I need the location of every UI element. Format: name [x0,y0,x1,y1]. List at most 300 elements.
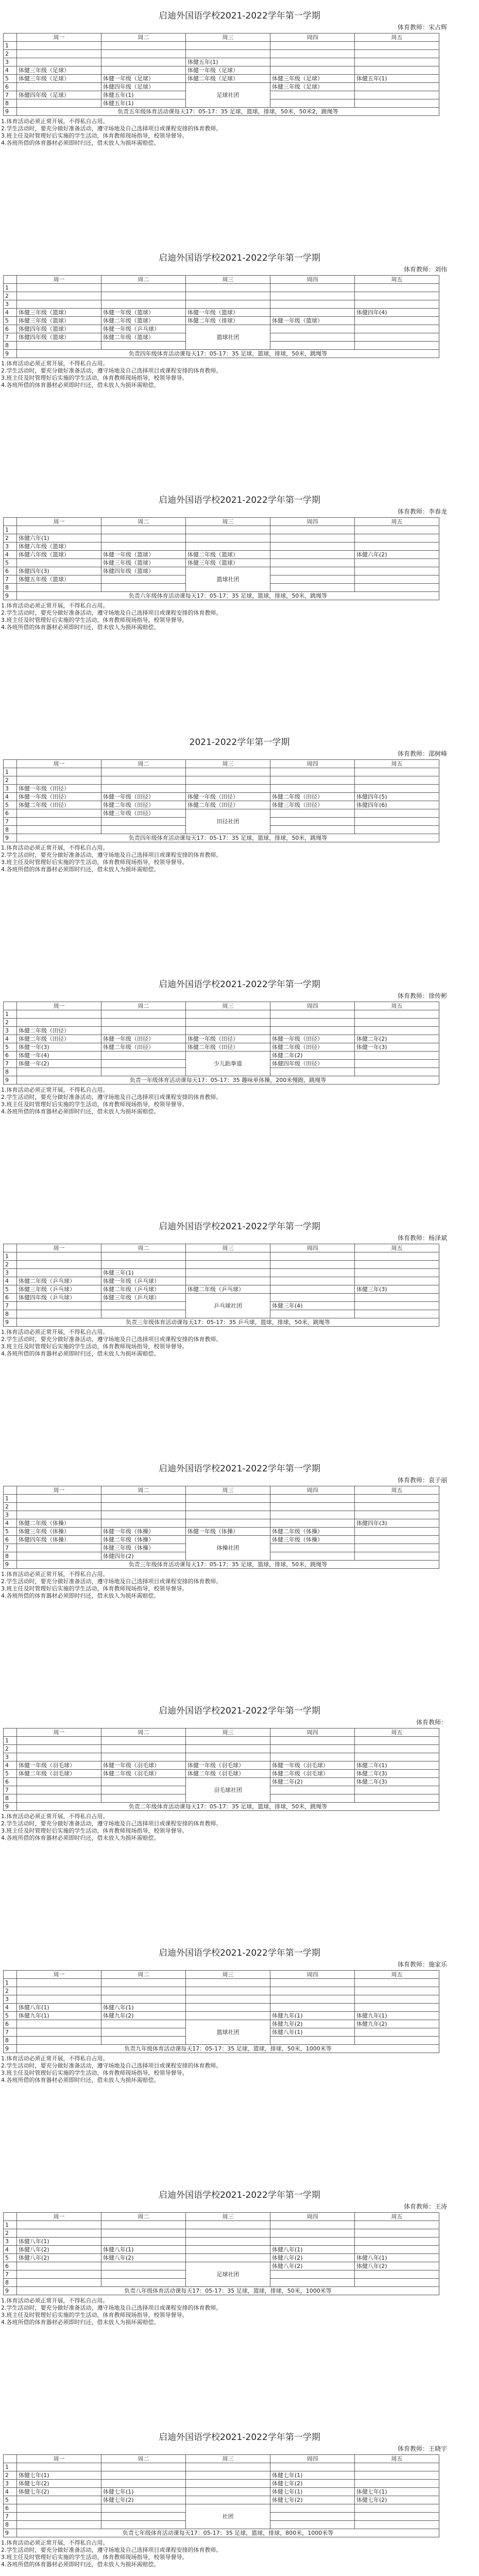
rule-line: 4.各班所借的体育器材必须即时归还，借未放人为损坏需赔偿。 [1,2561,160,2568]
table-row [4,317,439,325]
table-cell [270,300,355,309]
table-cell [270,1552,355,1561]
table-cell: 体健二年级（羽毛球） [101,1770,186,1778]
table-cell [355,1995,439,2004]
table-row [4,300,439,309]
table-cell [270,42,355,50]
day-header: 周四 [270,1728,355,1737]
table-cell [270,309,355,317]
table-cell [355,2229,439,2238]
table-cell: 体健三年级（田径） [270,801,355,809]
period-number: 7 [4,575,17,584]
table-cell: 体健四年(5) [355,793,439,801]
table-cell [101,2262,186,2270]
table-cell [355,2004,439,2012]
table-row [4,543,439,551]
table-row [4,559,439,567]
table-row [4,75,439,83]
day-header: 周一 [17,33,101,42]
table-cell [17,2463,101,2471]
table-cell [270,1745,355,1753]
period-number: 1 [4,2463,17,2471]
schedule-title: 启迪外国语学校2021-2022学年第一学期 [159,2190,320,2200]
rule-line: 2.学生活动时，要充分做好准备活动，遵守场地及自己选择项目或课程安排的体育教师。 [1,852,222,858]
header-row [4,2213,439,2221]
table-cell: 体健四年(4) [355,309,439,317]
period-number: 2 [4,292,17,300]
table-cell [101,2279,186,2287]
period-number: 2 [4,1261,17,1269]
period-number: 3 [4,543,17,551]
table-row [4,2480,439,2488]
table-row [4,2496,439,2504]
schedule-block [0,1698,479,1842]
period-number: 8 [4,1552,17,1561]
table-cell [101,2480,186,2488]
header-corner [4,1244,17,1252]
club-cell: 体操社团 [186,1536,270,1561]
table-cell [270,91,355,99]
period-number: 4 [4,1519,17,1528]
table-cell: 体健一年级（田径） [101,1035,186,1043]
table-cell [270,818,355,826]
day-header: 周四 [270,2455,355,2463]
schedule-title: 启迪外国语学校2021-2022学年第一学期 [159,1464,320,1474]
table-row [4,1737,439,1745]
period-number: 2 [4,1503,17,1511]
table-cell [270,2270,355,2279]
table-cell [17,1269,101,1277]
schedule-block [0,2182,479,2326]
table-cell [17,342,101,350]
table-row [4,1528,439,1536]
table-cell [101,1052,186,1060]
teacher-name: 体育教师：刘伟 [403,266,447,273]
table-cell [101,768,186,776]
table-cell [186,1503,270,1511]
table-cell: 体健一年(3) [17,1043,101,1052]
table-cell: 体健八年(1) [17,2004,101,2012]
table-cell [186,292,270,300]
header-row [4,1002,439,1010]
header-row [4,518,439,526]
day-header: 周二 [101,2455,186,2463]
table-cell: 体健五年(1) [101,91,186,99]
table-cell [270,543,355,551]
table-cell [17,2521,101,2529]
table-cell: 体健八年(1) [355,2254,439,2262]
table-row [4,2221,439,2229]
table-cell [17,826,101,834]
table-cell [101,58,186,66]
table-cell [270,567,355,575]
table-cell [270,1979,355,1987]
table-cell: 体健七年(2) [270,2496,355,2504]
rule-line: 2.学生活动时，要充分做好准备活动，遵守场地及自己选择项目或课程安排的体育教师。 [1,1820,222,1827]
period-number: 4 [4,1035,17,1043]
table-cell: 体健七年(1) [270,2471,355,2480]
table-cell [355,1277,439,1285]
table-row [4,1511,439,1519]
period-number: 6 [4,1294,17,1302]
period-number: 6 [4,1536,17,1544]
rules-notes [0,844,479,873]
period-number: 8 [4,826,17,834]
table-cell: 体健三年级（足球） [270,83,355,91]
table-cell [186,526,270,534]
day-header: 周一 [17,1244,101,1252]
table-cell [17,1010,101,1019]
club-cell: 篮球社团 [186,567,270,592]
table-row [4,50,439,58]
table-cell: 体健四年级（篮球） [17,333,101,342]
table-cell [355,1269,439,1277]
table-cell: 体健一年级（田径） [101,793,186,801]
period-number: 6 [4,2020,17,2028]
table-cell [355,1052,439,1060]
table-cell [355,50,439,58]
table-row [4,2246,439,2254]
schedule-block [0,1456,479,1600]
period-number: 7 [4,2028,17,2037]
period-number: 4 [4,309,17,317]
schedule-block [0,2425,479,2568]
period-number: 6 [4,567,17,575]
table-row [4,1285,439,1294]
schedule-table [3,1002,439,1084]
table-cell: 体健二年级（田径） [17,801,101,809]
period-number: 5 [4,1043,17,1052]
rule-line: 2.学生活动时，要充分做好准备活动，遵守场地及自己选择项目或课程安排的体育教师。 [1,367,222,374]
table-cell [270,1252,355,1261]
table-cell [17,809,101,818]
club-cell: 羽毛球社团 [186,1778,270,1803]
table-cell [17,1544,101,1552]
table-row [4,1503,439,1511]
table-cell: 体健九年(2) [355,2020,439,2028]
table-cell: 体健八年(2) [17,2254,101,2262]
table-cell [270,534,355,543]
table-cell [270,333,355,342]
table-cell [101,2463,186,2471]
activity-note: 负责八年级体育活动课每天17：05-17：35 足球，篮球，排球，50米，1000米等 [17,2287,439,2295]
table-cell [355,333,439,342]
table-cell [17,2020,101,2028]
rules-notes [0,1087,479,1115]
period-number: 8 [4,2521,17,2529]
table-cell [355,1068,439,1076]
table-cell [355,818,439,826]
table-cell [101,1060,186,1068]
table-cell [186,2221,270,2229]
rule-line: 3.班主任及时管理好后实施的学生活动，体育教师现场指导，校领导督导。 [1,132,188,139]
table-cell [17,1068,101,1076]
table-cell: 体健二年级（篮球） [101,317,186,325]
table-cell: 体健二年级（田径） [101,1043,186,1052]
table-cell [270,1261,355,1269]
day-header: 周二 [101,760,186,768]
table-cell [355,1987,439,1995]
period-number: 5 [4,1528,17,1536]
rule-line: 3.班主任及时管理好后实施的学生活动，体育教师现场指导，校领导督导。 [1,2312,188,2318]
period-number: 6 [4,83,17,91]
day-header: 周二 [101,518,186,526]
table-cell: 体健八年(1) [17,2238,101,2246]
day-header: 周二 [101,276,186,284]
table-cell [186,785,270,793]
table-cell: 体健八年(2) [270,2262,355,2270]
period-number: 5 [4,2254,17,2262]
table-row [4,785,439,793]
table-row [4,1261,439,1269]
table-cell: 体健九年(1) [17,2012,101,2020]
table-cell: 体健三年级（足球） [270,75,355,83]
table-row [4,2020,439,2028]
table-cell: 体健二年级（田径） [186,1043,270,1052]
table-cell [355,1261,439,1269]
table-cell [17,1495,101,1503]
table-cell [355,66,439,75]
table-row [4,66,439,75]
schedule-block [0,1214,479,1358]
activity-note: 负责九年级体育活动课每天17：05-17：35 足球，篮球，排球，50米，1000米等 [17,2045,439,2053]
table-row [4,325,439,333]
day-header: 周二 [101,1486,186,1495]
header-row [4,276,439,284]
table-row [4,2463,439,2471]
table-cell [17,1552,101,1561]
table-cell [270,826,355,834]
table-cell [101,776,186,785]
table-cell [17,58,101,66]
note-row [4,1318,439,1327]
table-cell [355,2504,439,2513]
table-cell [17,1995,101,2004]
table-cell [270,526,355,534]
day-header: 周五 [355,276,439,284]
table-cell [17,1503,101,1511]
rules-notes [0,1813,479,1842]
table-cell [17,818,101,826]
table-row [4,534,439,543]
table-row [4,1294,439,1302]
note-row [4,350,439,358]
table-cell [186,2488,270,2496]
table-cell [355,1536,439,1544]
table-cell: 体健九年(2) [270,2020,355,2028]
table-cell: 体健一年级（足球） [101,75,186,83]
day-header: 周四 [270,33,355,42]
schedule-table [3,275,439,358]
table-cell [101,300,186,309]
table-row [4,567,439,575]
table-cell: 体健一年级（篮球） [186,309,270,317]
table-row [4,1745,439,1753]
table-row [4,1979,439,1987]
table-cell: 体健七年(1) [270,2488,355,2496]
table-cell [355,91,439,99]
period-number: 9 [4,108,17,116]
day-header: 周三 [186,276,270,284]
table-cell [186,1261,270,1269]
table-cell [101,2513,186,2521]
teacher-name: 体育教师：徐传彬 [397,992,447,999]
table-cell [17,1252,101,1261]
period-number: 2 [4,2471,17,2480]
table-cell [186,534,270,543]
table-cell: 体健五年级（篮球） [17,575,101,584]
rule-line: 1.体育活动必须正常开展，不得私自占用。 [1,1571,109,1578]
table-cell [270,1503,355,1511]
table-cell [270,342,355,350]
table-cell [355,2246,439,2254]
period-number: 1 [4,42,17,50]
table-cell: 体健一年级（体操） [186,1528,270,1536]
header-row [4,33,439,42]
period-number: 3 [4,2480,17,2488]
header-corner [4,1002,17,1010]
table-cell [101,818,186,826]
club-cell: 足球社团 [186,83,270,108]
day-header: 周五 [355,760,439,768]
table-cell: 体健二年(3) [355,1778,439,1786]
table-row [4,2229,439,2238]
table-row [4,1536,439,1544]
table-row [4,1277,439,1285]
day-header: 周一 [17,518,101,526]
table-cell [270,292,355,300]
table-cell: 体健二年(2) [270,1052,355,1060]
table-cell [17,1511,101,1519]
club-cell: 田径社团 [186,809,270,834]
period-number: 2 [4,776,17,785]
day-header: 周五 [355,1002,439,1010]
table-cell: 体健三年级（篮球） [17,317,101,325]
table-cell [270,785,355,793]
table-cell: 体健八年(1) [270,2246,355,2254]
table-cell [101,2221,186,2229]
period-number: 9 [4,2287,17,2295]
table-cell [355,1503,439,1511]
table-cell [186,768,270,776]
table-cell: 体健四年级（篮球） [17,325,101,333]
rule-line: 4.各班所借的体育器材必须即时归还，借未放人为损坏需赔偿。 [1,1350,160,1357]
period-number: 7 [4,1060,17,1068]
day-header: 周三 [186,1002,270,1010]
table-cell [186,42,270,50]
table-cell: 体健三年(3) [355,1285,439,1294]
period-number: 3 [4,1995,17,2004]
table-cell: 体健四年(3) [17,567,101,575]
table-cell [355,1027,439,1035]
table-row [4,1995,439,2004]
table-row [4,292,439,300]
table-cell [17,2504,101,2513]
table-cell: 体健二年级（体操） [101,1536,186,1544]
table-cell: 体健三年级（田径） [101,809,186,818]
table-cell: 体健四年级（体操） [17,1536,101,1544]
table-cell: 体健二年级（田径） [186,801,270,809]
rule-line: 1.体育活动必须正常开展，不得私自占用。 [1,1813,109,1820]
table-cell: 体健一年(4) [17,1052,101,1060]
table-cell [355,575,439,584]
day-header: 周一 [17,760,101,768]
note-row [4,108,439,116]
period-number: 3 [4,2238,17,2246]
table-cell: 体健二年级（体操） [270,1528,355,1536]
table-row [4,1010,439,1019]
table-cell [270,1511,355,1519]
table-cell [17,2270,101,2279]
table-cell [355,768,439,776]
schedule-title: 启迪外国语学校2021-2022学年第一学期 [159,1222,320,1232]
period-number: 1 [4,1010,17,1019]
rule-line: 1.体育活动必须正常开展，不得私自占用。 [1,1329,109,1335]
table-cell [101,284,186,292]
rule-line: 1.体育活动必须正常开展，不得私自占用。 [1,602,109,609]
day-header: 周一 [17,2213,101,2221]
period-number: 4 [4,2004,17,2012]
rule-line: 2.学生活动时，要充分做好准备活动，遵守场地及自己选择项目或课程安排的体育教师。 [1,1094,222,1100]
table-cell [355,2463,439,2471]
table-cell [355,1010,439,1019]
rule-line: 2.学生活动时，要充分做好准备活动，遵守场地及自己选择项目或课程安排的体育教师。 [1,2547,222,2553]
table-row [4,776,439,785]
period-number: 2 [4,1019,17,1027]
table-cell: 体健一年级（篮球） [101,551,186,559]
rule-line: 2.学生活动时，要充分做好准备活动，遵守场地及自己选择项目或课程安排的体育教师。 [1,125,222,132]
day-header: 周三 [186,2455,270,2463]
header-corner [4,760,17,768]
rule-line: 1.体育活动必须正常开展，不得私自占用。 [1,360,109,367]
club-cell: 足球社团 [186,2262,270,2287]
table-cell [17,768,101,776]
table-cell [186,2254,270,2262]
table-cell [270,2504,355,2513]
table-cell [101,1252,186,1261]
table-row [4,2254,439,2262]
period-number: 9 [4,1803,17,1811]
period-number: 9 [4,1076,17,1084]
table-row [4,1778,439,1786]
day-header: 周四 [270,276,355,284]
rule-line: 4.各班所借的体育器材必须即时归还，借未放人为损坏需赔偿。 [1,1108,160,1115]
table-cell [17,1310,101,1318]
rule-line: 4.各班所借的体育器材必须即时归还，借未放人为损坏需赔偿。 [1,624,160,631]
teacher-name: 体育教师：施家乐 [397,1961,447,1968]
rules-notes [0,2297,479,2326]
period-number: 3 [4,1753,17,1761]
table-cell: 体健一年级（羽毛球） [101,1761,186,1770]
period-number: 1 [4,526,17,534]
activity-note: 负责四年级体育活动课每天17：05-17：35 足球，篮球，排球，50米，跳绳等 [17,350,439,358]
rule-line: 4.各班所借的体育器材必须即时归还，借未放人为损坏需赔偿。 [1,2319,160,2326]
table-cell: 体健八年(1) [270,2028,355,2037]
rule-line: 4.各班所借的体育器材必须即时归还，借未放人为损坏需赔偿。 [1,382,160,388]
table-cell [186,2480,270,2488]
table-cell: 体健二年级（田径） [17,1035,101,1043]
table-cell [101,1261,186,1269]
table-cell [355,342,439,350]
teacher-name: 体育教师：王晓宇 [397,2445,447,2452]
table-cell: 体健九年(1) [270,2012,355,2020]
day-header: 周一 [17,1486,101,1495]
table-cell [355,785,439,793]
table-cell [17,2229,101,2238]
table-cell: 体健一年级（乒乓球） [101,1277,186,1285]
table-cell [101,2471,186,2480]
table-cell [17,42,101,50]
